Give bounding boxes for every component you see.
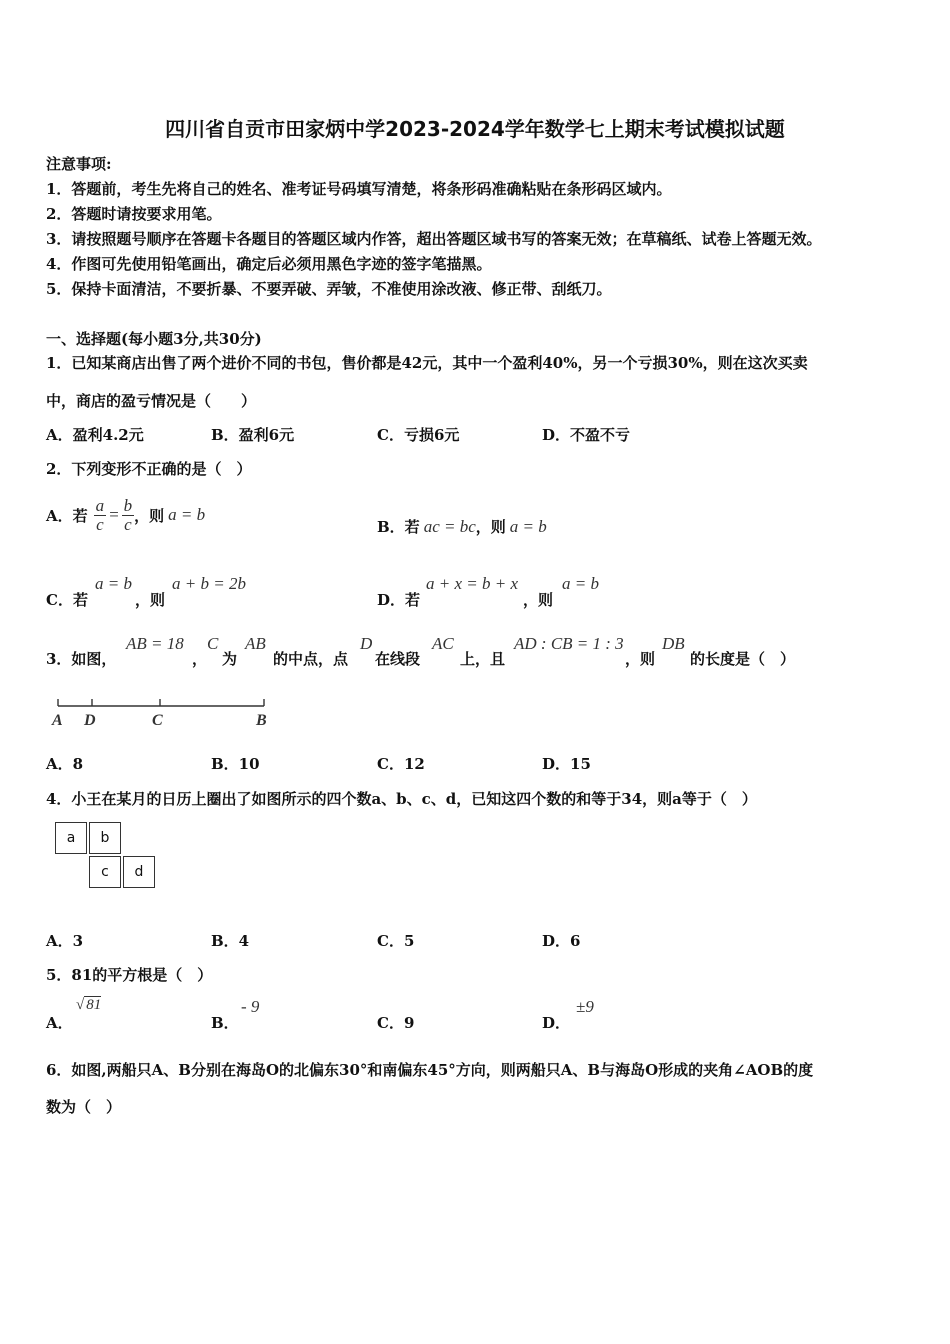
q3-text: 上，且 [460, 650, 506, 668]
sqrt-expression [76, 997, 101, 1014]
q2-a-prefix: A．若 [46, 506, 88, 525]
q4-option-c: C．5 [377, 932, 415, 950]
q1-option-b: B．盈利6元 [211, 426, 295, 444]
q5-option-d: D． [542, 1014, 571, 1032]
section-heading: 一、选择题(每小题3分,共30分) [46, 330, 262, 348]
question-5-stem: 5．81的平方根是（ ） [46, 966, 213, 984]
page-title: 四川省自贡市田家炳中学2023-2024学年数学七上期末考试模拟试题 [165, 117, 785, 141]
math-expression: DB [662, 634, 685, 653]
q3-option-d: D．15 [542, 755, 591, 773]
q3-text: 在线段 [375, 650, 421, 668]
q3-text: 的中点，点 [273, 650, 349, 668]
math-expression: AC [432, 634, 454, 653]
q3-text: 3．如图， [46, 650, 117, 668]
q1-option-a: A．盈利4.2元 [46, 426, 144, 444]
point-label-b: B [256, 712, 267, 729]
q3-option-b: B．10 [211, 755, 260, 773]
q5-option-c: C．9 [377, 1014, 415, 1032]
math-expression: a = b [168, 505, 206, 524]
q1-option-d: D．不盈不亏 [542, 426, 631, 444]
q3-text: ，则 [625, 650, 656, 668]
question-1-line1: 1．已知某商店出售了两个进价不同的书包，售价都是42元，其中一个盈利40%，另一个亏损30%，则在这次买卖 [46, 354, 808, 372]
math-expression: ac = bc [423, 517, 476, 536]
math-expression: ±9 [576, 997, 594, 1016]
q5-option-b: B． [211, 1014, 239, 1032]
q2-b-then: ，则 [475, 518, 506, 536]
calendar-cell-a: a [55, 822, 87, 854]
question-2-stem: 2．下列变形不正确的是（ ） [46, 460, 252, 478]
radical-sign: √ [76, 997, 85, 1013]
math-expression: C [207, 634, 219, 653]
q2-option-b [377, 516, 547, 537]
notice-item: 2．答题时请按要求用笔。 [46, 205, 222, 223]
calendar-cell-c: c [89, 856, 121, 888]
math-expression: AB = 18 [126, 634, 184, 653]
fraction [122, 497, 135, 534]
notice-item: 3．请按照题号顺序在答题卡各题目的答题区域内作答，超出答题区域书写的答案无效；在草稿纸、试卷上答题无效。 [46, 230, 822, 248]
q3-text: 的长度是（ ） [690, 650, 796, 668]
math-expression: a = b [562, 574, 599, 593]
q1-option-c: C．亏损6元 [377, 426, 460, 444]
denominator: c [96, 514, 104, 534]
q3-option-c: C．12 [377, 755, 425, 773]
q5-option-a: A． [46, 1014, 73, 1032]
q4-option-a: A．3 [46, 932, 84, 950]
calendar-cell-b: b [89, 822, 121, 854]
question-6-line2: 数为（ ） [46, 1098, 122, 1116]
notice-item: 1．答题前，考生先将自己的姓名、准考证号码填写清楚，将条形码准确粘贴在条形码区域内。 [46, 180, 672, 198]
q2-option-a [46, 490, 205, 540]
equals-sign: = [108, 505, 120, 524]
question-4-stem: 4．小王在某月的日历上圈出了如图所示的四个数a、b、c、d，已知这四个数的和等于34，则a等于（ ） [46, 790, 757, 808]
math-expression: a + x = b + x [426, 574, 519, 593]
q2-option-d: D．若 [377, 591, 421, 609]
question-1-line2: 中，商店的盈亏情况是（ ） [46, 392, 257, 410]
notice-item: 4．作图可先使用铅笔画出，确定后必须用黑色字迹的签字笔描黑。 [46, 255, 492, 273]
q4-option-d: D．6 [542, 932, 581, 950]
radicand: 81 [86, 997, 102, 1013]
notice-heading: 注意事项: [46, 155, 112, 173]
point-label-a: A [52, 712, 63, 729]
q4-option-b: B．4 [211, 932, 250, 950]
q3-text: ， [192, 650, 208, 668]
point-label-d: D [84, 712, 96, 729]
calendar-cell-d: d [123, 856, 155, 888]
q2-d-then: ，则 [523, 591, 554, 609]
numerator: b [123, 495, 133, 515]
q2-c-then: ，则 [135, 591, 166, 609]
q2-a-then: ，则 [134, 506, 165, 525]
segment-diagram [46, 694, 276, 734]
math-expression: a = b [509, 517, 547, 536]
math-expression: - 9 [241, 997, 260, 1016]
math-expression: D [360, 634, 373, 653]
math-expression: AD : CB = 1 : 3 [514, 634, 624, 653]
fraction [94, 497, 107, 534]
math-expression: a + b = 2b [172, 574, 246, 593]
numerator: a [95, 495, 105, 515]
q2-b-prefix: B．若 [377, 518, 420, 536]
notice-item: 5．保持卡面清洁，不要折暴、不要弄破、弄皱，不准使用涂改液、修正带、刮纸刀。 [46, 280, 612, 298]
q3-text: 为 [222, 650, 238, 668]
denominator: c [124, 514, 132, 534]
point-label-c: C [152, 712, 163, 729]
math-expression: AB [245, 634, 266, 653]
q2-option-c: C．若 [46, 591, 88, 609]
math-expression: a = b [95, 574, 132, 593]
question-6-line1: 6．如图,两船只A、B分别在海岛O的北偏东30°和南偏东45°方向，则两船只A、B与海岛O形成的夹角∠AOB的度 [46, 1061, 814, 1079]
q3-option-a: A．8 [46, 755, 84, 773]
